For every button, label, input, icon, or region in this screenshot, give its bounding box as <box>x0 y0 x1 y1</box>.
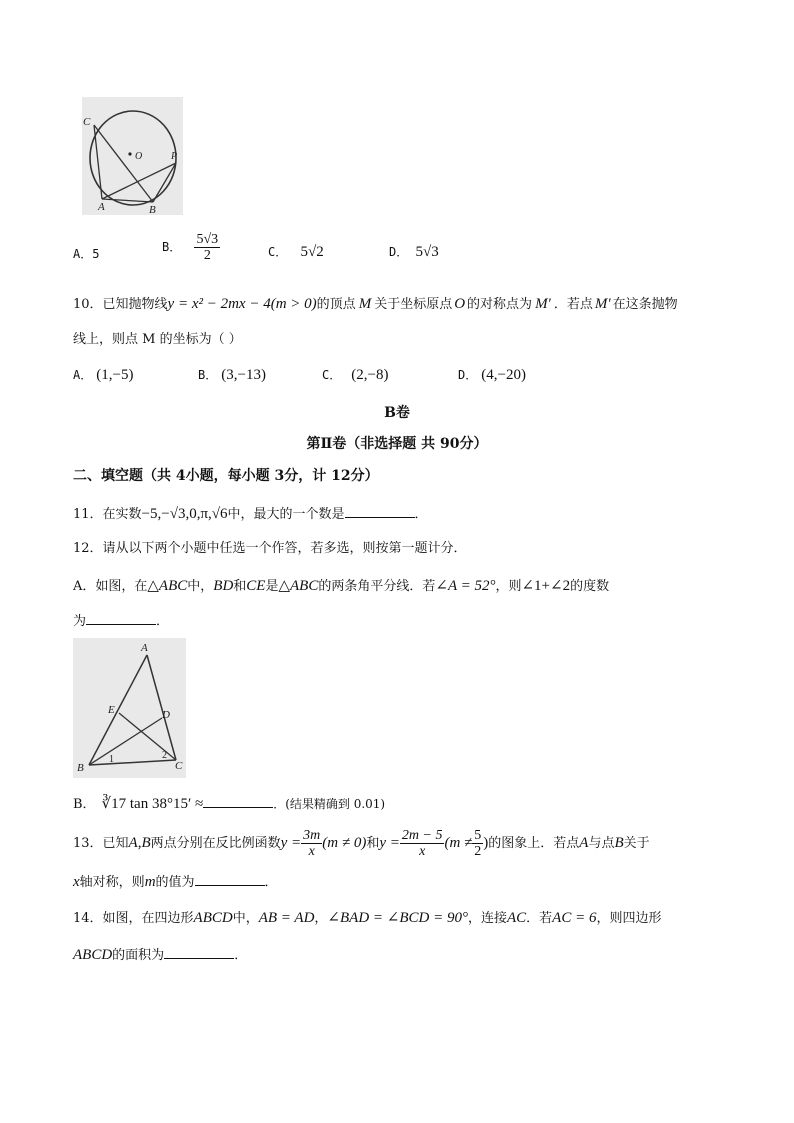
q13-y1-cond: (m ≠ 0) <box>322 835 367 851</box>
q13-x: x <box>73 874 80 890</box>
q13-line2-text: 轴对称，则 <box>79 875 145 890</box>
q13-text3: 与点 <box>588 836 615 851</box>
q13-line2-text2: 的值为 <box>155 875 195 890</box>
q14-text2: ，连接 <box>467 911 507 926</box>
label-b: B <box>149 204 156 215</box>
q14-eq1: AB = AD <box>258 910 315 926</box>
q13-y2-den: x <box>419 844 426 859</box>
q14-text1: 中， <box>232 911 259 926</box>
q10-point-m-prime: M′ <box>535 296 551 312</box>
q12a-angle-a: ∠A = 52° <box>435 578 496 594</box>
q14-comma1: ， <box>314 911 328 926</box>
q12a-end: 的度数 <box>570 579 610 594</box>
q9-option-c-label: C． <box>268 245 288 259</box>
q12a-bd: BD <box>213 578 234 594</box>
q9-option-d-label: D． <box>389 245 409 259</box>
q13-text4: 关于 <box>623 836 650 851</box>
q10-origin-o: O <box>454 296 466 312</box>
q10-option-b-label: B． <box>198 368 218 382</box>
label-tri-e: E <box>108 704 115 716</box>
q12a-angles: ∠1+∠2 <box>521 578 571 594</box>
q13-y1-den: x <box>308 844 315 859</box>
q14-end: ． <box>234 948 248 963</box>
q10-text1: 的顶点 <box>316 297 356 312</box>
q14-line1 <box>73 908 661 929</box>
label-p: P <box>171 151 178 162</box>
q14-text4: ，则四边形 <box>596 911 662 926</box>
q12b-answer-blank[interactable] <box>203 793 273 808</box>
volume-b-title: B卷 <box>384 405 410 421</box>
q13-y2-fraction <box>400 828 445 859</box>
label-tri-1: 1 <box>109 754 114 765</box>
q12b-prefix: B． <box>73 797 96 812</box>
q13-end: ． <box>264 875 278 890</box>
q13-y2-cond-num: 5 <box>474 828 482 843</box>
q13-y1-num: 3m <box>303 828 321 843</box>
q10-option-b-value: (3,−13) <box>221 367 266 383</box>
label-tri-c: C <box>175 760 183 772</box>
q12a-mid1: 中， <box>187 579 214 594</box>
q12a-ce: CE <box>246 578 266 594</box>
q10-number: 10．已知抛物线 <box>73 297 168 312</box>
q10-point-m-prime-2: M′ <box>594 296 611 312</box>
q10-option-a <box>73 366 133 384</box>
label-o: O <box>135 151 143 162</box>
q14-prefix: 14．如图，在四边形 <box>73 911 194 926</box>
q13-point-a: A <box>579 835 589 851</box>
q9-option-c <box>268 243 324 261</box>
q13-and: 和 <box>366 836 380 851</box>
q12-part-b <box>73 793 385 815</box>
q10-line2: 线上，则点 M 的坐标为（ ） <box>73 332 242 347</box>
label-tri-2: 2 <box>162 750 167 761</box>
q13-line1 <box>73 827 650 860</box>
q10-point-m: M <box>358 296 372 312</box>
q13-y2-lhs: y = <box>379 835 400 851</box>
q10-text4: ．若点 <box>553 297 593 312</box>
q14-answer-blank[interactable] <box>164 944 234 959</box>
q10-option-d <box>458 366 526 384</box>
q9-option-a: A．5 <box>73 247 100 261</box>
q12-part-a-line2 <box>73 610 169 632</box>
q12b-suffix: ．(结果精确到 0.01) <box>273 797 386 811</box>
q13-y2-cond-fraction <box>472 828 483 859</box>
q12a-triangle: △ABC <box>147 578 188 594</box>
q12a-and: 和 <box>233 579 247 594</box>
q10-option-a-value: (1,−5) <box>96 367 134 383</box>
q10-text3: 的对称点为 <box>467 297 533 312</box>
q14-line2 <box>73 944 247 966</box>
q9-option-c-value: 5√2 <box>300 244 324 260</box>
q12a-period: ． <box>156 614 170 629</box>
q10-option-c <box>322 366 388 384</box>
q9-option-b-denominator: 2 <box>203 248 211 263</box>
q13-y2-num: 2m − 5 <box>401 828 443 843</box>
q14-line2-text: 的面积为 <box>112 948 165 963</box>
q12a-answer-blank[interactable] <box>86 610 156 625</box>
q12a-then: ，则 <box>495 579 522 594</box>
q11-end: ． <box>414 507 428 522</box>
q12a-is: 是 <box>265 579 279 594</box>
q13-m: m <box>144 874 156 890</box>
q11 <box>73 503 428 525</box>
fill-blank-heading: 二、填空题（共 4小题，每小题 3分，计 12分） <box>73 468 379 484</box>
q13-y2-cond-den: 2 <box>474 844 482 859</box>
circle-figure <box>82 97 183 215</box>
triangle-figure <box>73 638 186 778</box>
q11-suffix: 中，最大的一个数是 <box>227 507 345 522</box>
q12a-mid2: 的两条角平分线．若 <box>318 579 436 594</box>
part-two-title: 第Ⅱ卷（非选择题 共 90分） <box>306 436 488 452</box>
q13-y2-cond-pre: (m ≠ <box>444 835 473 851</box>
q9-option-b-label: B． <box>162 240 182 254</box>
q10-option-b <box>198 366 266 384</box>
label-tri-d: D <box>162 709 170 721</box>
q13-text2: 的图象上．若点 <box>488 836 580 851</box>
q14-text3: ．若 <box>526 911 553 926</box>
q13-line2 <box>73 871 278 893</box>
q10-line1 <box>73 294 678 315</box>
q12-part-a-line1 <box>73 576 609 597</box>
q13-y1-lhs: y = <box>280 835 302 851</box>
q12a-line2-text: 为 <box>73 614 87 629</box>
q13-text1: 两点分别在反比例函数 <box>150 836 281 851</box>
q12a-triangle-2: △ABC <box>278 578 319 594</box>
q10-text5: 在这条抛物 <box>612 297 678 312</box>
q10-option-c-label: C． <box>322 368 342 382</box>
q14-abcd-2: ABCD <box>73 947 113 963</box>
q14-ac: AC <box>506 910 527 926</box>
q10-option-d-label: D． <box>458 368 478 382</box>
q10-text2: 关于坐标原点 <box>374 297 453 312</box>
label-a: A <box>98 201 105 213</box>
q9-option-b <box>162 232 220 263</box>
label-tri-b: B <box>77 762 84 774</box>
q10-formula: y = x² − 2mx − 4(m > 0) <box>167 296 317 312</box>
q9-option-d-value: 5√3 <box>415 244 439 260</box>
q10-option-c-value: (2,−8) <box>351 367 389 383</box>
q13-prefix: 13．已知 <box>73 836 129 851</box>
label-tri-a: A <box>141 642 148 654</box>
q12b-expression: ∛17 tan 38°15′ ≈ <box>101 796 204 812</box>
q11-numbers: −5,−√3,0,π,√6 <box>141 506 228 522</box>
q13-y2-cond-post: ) <box>483 835 489 851</box>
q9-option-b-numerator: 5√3 <box>196 232 219 247</box>
q14-eq2: ∠BAD = ∠BCD = 90° <box>327 910 468 926</box>
q10-option-a-label: A． <box>73 368 93 382</box>
q14-eq3: AC = 6 <box>552 910 597 926</box>
q12-intro: 12．请从以下两个小题中任选一个作答，若多选，则按第一题计分． <box>73 541 467 556</box>
q13-answer-blank[interactable] <box>195 871 265 886</box>
q10-option-d-value: (4,−20) <box>481 367 526 383</box>
q14-abcd: ABCD <box>193 910 233 926</box>
q13-point-b: B <box>614 835 624 851</box>
q11-prefix: 11．在实数 <box>73 507 142 522</box>
q9-option-d <box>389 243 439 261</box>
label-c: C <box>83 116 91 128</box>
q13-ab: A,B <box>128 835 151 851</box>
q9-option-b-fraction <box>194 232 220 263</box>
q12a-prefix: A．如图，在 <box>73 579 148 594</box>
q11-answer-blank[interactable] <box>345 503 415 518</box>
q13-y1-fraction <box>301 828 322 859</box>
